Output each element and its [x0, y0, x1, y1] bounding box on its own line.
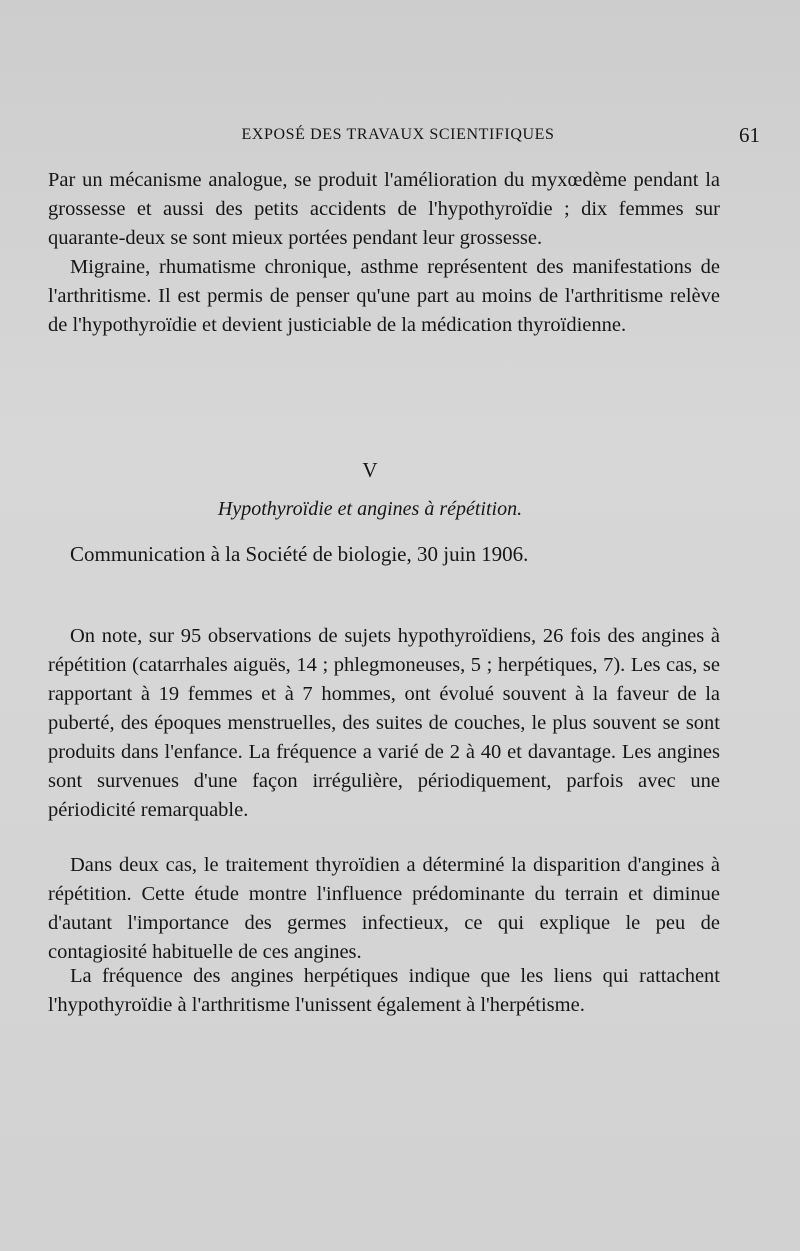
communication-reference: Communication à la Société de biologie, 30 juin 1906. — [70, 542, 529, 566]
section-numeral: V — [362, 458, 378, 482]
page-header — [48, 123, 760, 150]
page-number: 61 — [739, 123, 760, 147]
section-title: Hypothyroïdie et angines à répétition. — [217, 498, 523, 520]
paragraph-observations: On note, sur 95 observations de sujets hypothyroïdiens, 26 fois des angines à répétition (catarrhales aiguës, 14 ; phlegmoneuses, 5 ; herpétiques, 7). Les cas, se rapportant à 19 femmes et à 7 hommes, ont évolué souvent à la faveur de la puberté, des époques menstruelles, des suites de couches, le plus souvent se sont produits dans l'enfance. La fréquence a varié de 2 à 40 et davantage. Les angines sont survenues d'une façon irrégulière, périodiquement, parfois avec une périodicité remarquable. — [48, 625, 720, 821]
paragraph-arthritisme: Migraine, rhumatisme chronique, asthme représentent des manifestations de l'arthritisme. Il est permis de penser qu'une part au moins de l'arthritisme relève de l'hypothyroïdie et devient justiciable de la médication thyroïdienne. — [48, 256, 720, 336]
paragraph-traitement: Dans deux cas, le traitement thyroïdien a déterminé la disparition d'angines à répétition. Cette étude montre l'influence prédominante du terrain et diminue d'autant l'importance des germes infectieux, ce qui explique le peu de contagiosité habituelle de ces angines. — [48, 854, 720, 963]
running-title: EXPOSÉ DES TRAVAUX SCIENTIFIQUES — [241, 126, 555, 143]
paragraph-myxoedeme: Par un mécanisme analogue, se produit l'amélioration du myxœdème pendant la grossesse et aussi des petits accidents de l'hypothyroïdie ; dix femmes sur quarante-deux se sont mieux portées pendant leur grossesse. — [48, 169, 720, 249]
paragraph-herpetisme: La fréquence des angines herpétiques indique que les liens qui rattachent l'hypothyroïdie à l'arthritisme l'unissent également à l'herpétisme. — [48, 965, 720, 1016]
